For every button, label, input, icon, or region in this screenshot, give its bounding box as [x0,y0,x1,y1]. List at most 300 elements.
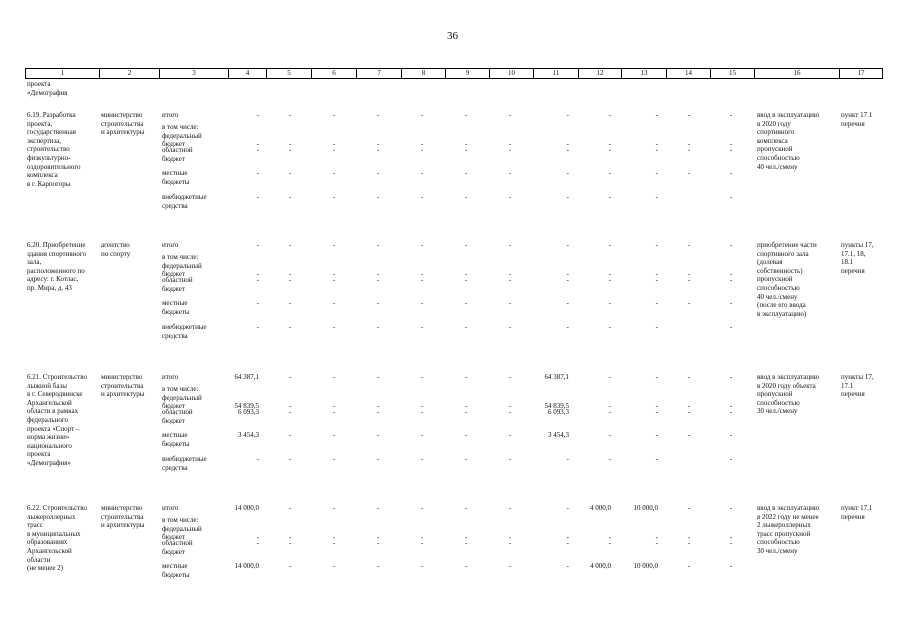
empty-cell-dash: - [688,408,691,416]
total-amount-cell: - [256,193,259,201]
indicator-reference: пункты 17, [841,373,874,381]
funding-source-label: бюджеты [162,177,190,186]
expected-result: (долевая [757,258,783,267]
empty-cell-dash: - [730,140,733,148]
empty-cell-dash: - [377,276,380,284]
year-2021-amount-cell: - [608,270,611,278]
empty-cell-dash: - [730,193,733,201]
empty-cell-dash: - [509,431,512,439]
measure-description: трасс [27,521,43,530]
year-2021-amount-cell: - [608,533,611,541]
empty-cell-dash: - [333,323,336,331]
responsible-executor: агентство [101,241,130,249]
year-2020-amount-cell: - [566,111,569,119]
empty-cell-dash: - [289,533,292,541]
empty-cell-dash: - [509,402,512,410]
measure-description: проекта [27,450,51,459]
empty-cell-dash: - [289,323,292,331]
header-col-11: 11 [533,69,578,78]
header-col-13: 13 [621,69,666,78]
responsible-executor: по спорту [101,249,131,258]
expected-result: собственность) [757,266,803,275]
year-2020-amount-cell: - [566,146,569,154]
header-col-7: 7 [356,69,401,78]
year-2020-amount-cell: - [566,140,569,148]
empty-cell-dash: - [509,323,512,331]
indicator-reference: 17.1 [841,381,854,390]
empty-cell-dash: - [333,140,336,148]
measure-description: области [27,555,51,564]
empty-cell-dash: - [377,111,380,119]
year-2021-amount-cell: - [608,111,611,119]
empty-cell-dash: - [688,431,691,439]
measure-description: национального [27,441,72,450]
total-amount-cell: 14 000,0 [234,504,259,512]
empty-cell-dash: - [421,276,424,284]
empty-cell-dash: - [465,299,468,307]
empty-cell-dash: - [333,146,336,154]
total-amount-cell: - [256,533,259,541]
empty-cell-dash: - [509,111,512,119]
year-2020-amount-cell: - [566,562,569,570]
empty-cell-dash: - [377,402,380,410]
funding-source-label: бюджеты [162,307,190,316]
expected-result: в 2022 году не менее [757,512,819,521]
measure-description: лыжной базы [27,381,67,390]
funding-source-label: бюджет [162,416,185,425]
empty-cell-dash: - [688,146,691,154]
empty-cell-dash: - [465,276,468,284]
indicator-reference: 17.1, 18, [841,249,866,258]
year-2022-amount-cell: - [655,241,658,249]
funding-source-label: местные [162,431,188,439]
empty-cell-dash: - [688,539,691,547]
total-amount-cell: - [256,169,259,177]
empty-cell-dash: - [289,562,292,570]
empty-cell-dash: - [465,373,468,381]
empty-cell-dash: - [730,504,733,512]
indicator-reference: пункт 17.1 [841,111,873,119]
empty-cell-dash: - [377,373,380,381]
expected-result: (после его ввода [757,301,806,310]
measure-description: 6.21. Строительство [27,373,87,381]
empty-cell-dash: - [465,504,468,512]
empty-cell-dash: - [465,539,468,547]
year-2022-amount-cell: - [655,408,658,416]
funding-source-label: бюджеты [162,570,190,579]
empty-cell-dash: - [509,533,512,541]
funding-source-label: в том числе: [162,123,199,131]
empty-cell-dash: - [465,193,468,201]
empty-cell-dash: - [688,241,691,249]
expected-result: комплекса [757,136,788,145]
year-2022-amount-cell: - [655,455,658,463]
measure-description: пр. Мира, д. 43 [27,284,72,292]
empty-cell-dash: - [730,408,733,416]
funding-source-label: федеральный [162,524,202,533]
empty-cell-dash: - [688,562,691,570]
empty-cell-dash: - [688,140,691,148]
empty-cell-dash: - [333,562,336,570]
year-2022-amount-cell: - [655,539,658,547]
total-amount-cell: - [256,241,259,249]
funding-source-label: итого [162,373,179,381]
empty-cell-dash: - [333,111,336,119]
page-number: 36 [447,30,458,42]
expected-result: способностью [757,284,800,292]
funding-source-label: итого [162,241,179,249]
total-amount-cell: 64 387,1 [234,373,259,381]
responsible-executor: министерство [101,373,143,381]
empty-cell-dash: - [465,270,468,278]
year-2022-amount-cell: - [655,299,658,307]
header-col-4: 4 [228,69,266,78]
empty-cell-dash: - [509,373,512,381]
funding-source-label: областной [162,146,193,154]
empty-cell-dash: - [333,241,336,249]
funding-source-label: бюджет [162,533,185,542]
empty-cell-dash: - [688,504,691,512]
measure-description: зала, [27,258,42,267]
empty-cell-dash: - [377,455,380,463]
indicator-reference: перечня [841,512,865,521]
measure-description: физкультурно- [27,154,71,162]
measure-description: Архангельской [27,547,72,555]
empty-cell-dash: - [730,539,733,547]
year-2020-amount-cell: - [566,455,569,463]
empty-cell-dash: - [730,562,733,570]
funding-source-label: в том числе: [162,253,199,261]
measure-description: государственная [27,128,76,137]
indicator-reference: перечня [841,390,865,399]
empty-cell-dash: - [465,431,468,439]
year-2022-amount-cell: 10 000,0 [633,562,658,570]
measure-description: оздоровительного [27,162,81,171]
header-col-17: 17 [839,69,882,78]
responsible-executor: министерство [101,111,143,119]
total-amount-cell: 6 093,3 [238,408,259,416]
empty-cell-dash: - [730,431,733,439]
funding-source-label: бюджет [162,270,185,279]
measure-description: в г. Северодвинске [27,390,83,399]
expected-result: способностью [757,398,800,407]
empty-cell-dash: - [465,455,468,463]
funding-source-label: областной [162,539,193,547]
empty-cell-dash: - [509,408,512,416]
empty-cell-dash: - [289,270,292,278]
indicator-reference: пункты 17, [841,241,874,249]
empty-cell-dash: - [289,241,292,249]
header-col-9: 9 [445,69,489,78]
header-col-1: 1 [60,69,65,77]
funding-source-label: средства [162,331,188,340]
funding-source-label: средства [162,201,188,210]
funding-source-label: внебюджетные [162,193,207,201]
expected-result: 30 чел./смену [757,407,798,416]
header-col-3: 3 [159,69,228,78]
empty-cell-dash: - [333,270,336,278]
empty-cell-dash: - [289,539,292,547]
empty-cell-dash: - [421,455,424,463]
year-2022-amount-cell: - [655,140,658,148]
funding-source-label: местные [162,299,188,307]
expected-result: 2 лыжероллерных [757,521,811,530]
empty-cell-dash: - [377,562,380,570]
year-2020-amount-cell: - [566,323,569,331]
total-amount-cell: - [256,146,259,154]
year-2021-amount-cell: 4 000,0 [590,562,611,570]
empty-cell-dash: - [421,562,424,570]
responsible-executor: и архитектуры [101,390,145,399]
empty-cell-dash: - [333,539,336,547]
funding-source-label: бюджет [162,140,185,149]
funding-source-label: бюджет [162,402,185,411]
empty-cell-dash: - [421,111,424,119]
empty-cell-dash: - [421,193,424,201]
expected-result: спортивного зала [757,249,809,258]
empty-cell-dash: - [289,111,292,119]
empty-cell-dash: - [377,140,380,148]
empty-cell-dash: - [465,146,468,154]
empty-cell-dash: - [509,270,512,278]
measure-description: 6.19. Разработка [27,111,76,119]
measure-description: проекта, [27,119,53,128]
year-2021-amount-cell: - [608,373,611,381]
empty-cell-dash: - [333,373,336,381]
measure-description: области в рамках [27,407,79,416]
measure-description: проекта «Спорт – [27,424,80,433]
year-2020-amount-cell: 6 093,3 [548,408,569,416]
funding-source-label: внебюджетные [162,455,207,463]
empty-cell-dash: - [730,373,733,381]
year-2020-amount-cell: - [566,241,569,249]
measure-description: расположенного по [27,266,85,275]
empty-cell-dash: - [421,146,424,154]
year-2021-amount-cell: - [608,323,611,331]
funding-source-label: внебюджетные [162,323,207,331]
expected-result: 30 чел./смену [757,547,798,555]
funding-source-label: в том числе: [162,516,199,524]
empty-cell-dash: - [333,533,336,541]
empty-cell-dash: - [377,323,380,331]
funding-source-label: бюджет [162,154,185,163]
year-2022-amount-cell: - [655,373,658,381]
empty-cell-dash: - [377,408,380,416]
year-2021-amount-cell: - [608,408,611,416]
empty-cell-dash: - [421,140,424,148]
empty-cell-dash: - [333,402,336,410]
measure-description: строительство [27,145,70,154]
year-2022-amount-cell: - [655,169,658,177]
empty-cell-dash: - [421,539,424,547]
year-2020-amount-cell: - [566,299,569,307]
indicator-reference: пункт 17.1 [841,504,873,512]
empty-cell-dash: - [333,431,336,439]
empty-cell-dash: - [730,299,733,307]
header-col-16: 16 [754,69,839,78]
measure-description: «Демография» [27,459,71,467]
header-col-8: 8 [401,69,445,78]
year-2022-amount-cell: - [655,276,658,284]
empty-cell-dash: - [421,408,424,416]
funding-source-label: федеральный [162,393,202,402]
year-2020-amount-cell: - [566,276,569,284]
year-2020-amount-cell: 64 387,1 [544,373,569,381]
expected-result: в эксплуатацию) [757,309,807,318]
year-2021-amount-cell: - [608,241,611,249]
empty-cell-dash: - [377,539,380,547]
empty-cell-dash: - [730,146,733,154]
empty-cell-dash: - [465,140,468,148]
empty-cell-dash: - [509,146,512,154]
year-2022-amount-cell: - [655,193,658,201]
empty-cell-dash: - [688,533,691,541]
year-2022-amount-cell: - [655,111,658,119]
empty-cell-dash: - [377,431,380,439]
empty-cell-dash: - [730,111,733,119]
year-2021-amount-cell: - [608,193,611,201]
expected-result: ввод в эксплуатацию [757,373,820,381]
year-2020-amount-cell: 54 839,5 [544,402,569,410]
year-2020-amount-cell: - [566,193,569,201]
expected-result: в 2020 году объекта [757,381,816,390]
funding-source-label: местные [162,562,188,570]
year-2020-amount-cell: - [566,539,569,547]
funding-source-label: средства [162,463,188,472]
empty-cell-dash: - [333,169,336,177]
table-header-row [25,68,883,79]
measure-description: здания спортивного [27,249,87,258]
empty-cell-dash: - [377,241,380,249]
header-col-2: 2 [99,69,159,78]
empty-cell-dash: - [421,169,424,177]
total-amount-cell: 3 454,3 [238,431,259,439]
responsible-executor: и архитектуры [101,521,145,530]
total-amount-cell: - [256,299,259,307]
empty-cell-dash: - [377,299,380,307]
year-2022-amount-cell: 10 000,0 [633,504,658,512]
empty-cell-dash: - [333,408,336,416]
empty-cell-dash: - [377,193,380,201]
empty-cell-dash: - [333,276,336,284]
year-2022-amount-cell: - [655,323,658,331]
expected-result: спортивного [757,128,795,137]
empty-cell-dash: - [289,140,292,148]
total-amount-cell: - [256,276,259,284]
measure-description: экспертиза, [27,136,62,145]
empty-cell-dash: - [465,562,468,570]
empty-cell-dash: - [509,241,512,249]
empty-cell-dash: - [465,241,468,249]
expected-result: пропускной [757,145,793,154]
expected-result: пропускной [757,275,793,284]
empty-cell-dash: - [465,169,468,177]
empty-cell-dash: - [377,270,380,278]
funding-source-label: итого [162,504,179,512]
year-2020-amount-cell: - [566,504,569,512]
year-2022-amount-cell: - [655,402,658,410]
empty-cell-dash: - [289,402,292,410]
empty-cell-dash: - [377,146,380,154]
funding-source-label: областной [162,408,193,416]
empty-cell-dash: - [421,373,424,381]
empty-cell-dash: - [421,504,424,512]
measure-description: адресу: г. Котлас, [27,275,79,284]
responsible-executor: строительства [101,381,144,390]
measure-description: лыжероллерных [27,512,76,521]
empty-cell-dash: - [333,455,336,463]
year-2022-amount-cell: - [655,146,658,154]
expected-result: ввод в эксплуатацию [757,504,820,512]
empty-cell-dash: - [421,533,424,541]
total-amount-cell: - [256,140,259,148]
year-2022-amount-cell: - [655,533,658,541]
empty-cell-dash: - [421,402,424,410]
empty-cell-dash: - [377,169,380,177]
year-2020-amount-cell: - [566,169,569,177]
empty-cell-dash: - [688,169,691,177]
empty-cell-dash: - [333,193,336,201]
empty-cell-dash: - [688,299,691,307]
empty-cell-dash: - [289,455,292,463]
empty-cell-dash: - [289,408,292,416]
empty-cell-dash: - [509,193,512,201]
empty-cell-dash: - [421,299,424,307]
empty-cell-dash: - [289,146,292,154]
responsible-executor: и архитектуры [101,128,145,137]
empty-cell-dash: - [289,169,292,177]
responsible-executor: строительства [101,119,144,128]
header-col-12: 12 [578,69,621,78]
empty-cell-dash: - [289,431,292,439]
empty-cell-dash: - [730,533,733,541]
year-2021-amount-cell: - [608,431,611,439]
funding-source-label: бюджет [162,547,185,556]
empty-cell-dash: - [377,533,380,541]
indicator-reference: 18.1 [841,258,854,267]
total-amount-cell: - [256,270,259,278]
year-2021-amount-cell: - [608,140,611,148]
measure-description: комплекса [27,171,58,180]
empty-cell-dash: - [730,323,733,331]
measure-description: 6.22. Строительство [27,504,87,512]
expected-result: трасс пропускной [757,529,811,538]
year-2021-amount-cell: - [608,402,611,410]
empty-cell-dash: - [509,455,512,463]
empty-cell-dash: - [688,373,691,381]
funding-source-label: федеральный [162,261,202,270]
indicator-reference: перечня [841,119,865,128]
year-2021-amount-cell: - [608,539,611,547]
empty-cell-dash: - [509,169,512,177]
total-amount-cell: - [256,111,259,119]
expected-result: в 2020 году [757,119,791,128]
year-2020-amount-cell: - [566,533,569,541]
year-2021-amount-cell: 4 000,0 [590,504,611,512]
responsible-executor: министерство [101,504,143,512]
funding-source-label: в том числе: [162,385,199,393]
empty-cell-dash: - [333,504,336,512]
continued-text: проекта [27,80,51,88]
measure-description: федерального [27,416,69,424]
total-amount-cell: - [256,539,259,547]
empty-cell-dash: - [730,402,733,410]
measure-description: (не менее 2) [27,564,64,573]
empty-cell-dash: - [465,402,468,410]
header-col-15: 15 [710,69,754,78]
expected-result: приобретение части [757,241,817,249]
empty-cell-dash: - [421,431,424,439]
